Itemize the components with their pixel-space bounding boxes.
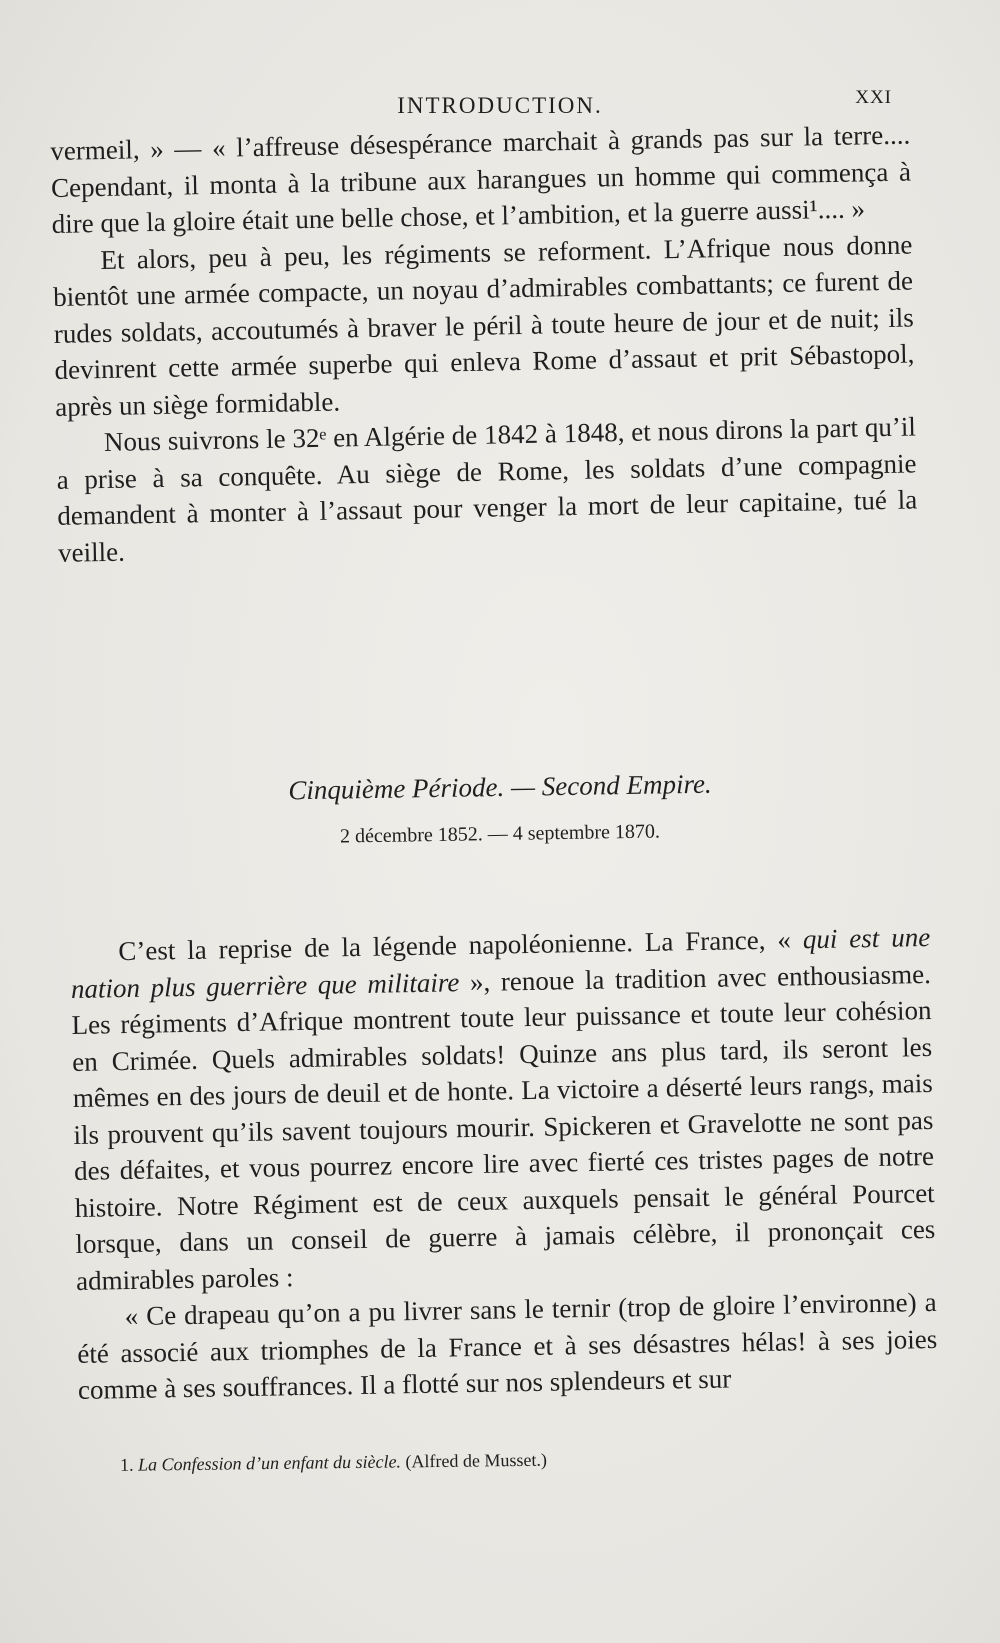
footnote (120, 1445, 920, 1476)
page-number: XXI (855, 87, 892, 108)
paragraph-text-end: », renoue la tradition avec enthousiasme. Les régiments d’Afrique montrent toute leur puissance et toute leur cohésion en Crimée. Quels admirables soldats! Quinze ans plus tard, ils seront les mêmes en des jours de deuil et de honte. La victoire a déserté leurs rangs, mais ils prouvent qu’ils savent toujours mourir. Spickeren et Gravelotte ne sont pas des défaites, et vous pourrez encore lire avec fierté ces tristes pages de notre histoire. Notre Régiment est de ceux auxquels pensait le général Pourcet lorsque, dans un conseil de guerre à jamais célèbre, il prononçait ces admirables paroles : (71, 958, 936, 1296)
paragraph-drapeau-quote: « Ce drapeau qu’on a pu livrer sans le ternir (trop de gloire l’environne) a été associé aux triomphes de la France et à ses désastres hélas! à ses joies comme à ses souffrances. Il a flotté sur nos splendeurs et sur (77, 1286, 938, 1405)
running-title: INTRODUCTION. (397, 93, 603, 118)
paragraph-continuation: vermeil, » — « l’affreuse désespérance marchait à grands pas sur la terre.... Cependant, il monta à la tribune aux harangues un homme qui commença à dire que la gloire était une belle chose, et l’ambition, et la guerre aussi¹.... » (50, 119, 912, 239)
italic-quote: qui est une nation plus guerrière que militaire (70, 921, 931, 1004)
paragraph-legende-napoleonienne (70, 919, 936, 1299)
section-dates: 2 décembre 1852. — 4 septembre 1870. (339, 820, 661, 848)
paragraph-algerie-rome: Nous suivrons le 32ᵉ en Algérie de 1842 à 1848, et nous dirons la part qu’il a prise à sa conquête. Au siège de Rome, les soldats d’une compagnie demandent à monter à l’assaut pour venger la mort de leur capitaine, tué la veille. (56, 411, 918, 568)
text-block-top (50, 116, 918, 570)
paragraph-text-start: C’est la reprise de la légende napoléonienne. La France, « (118, 924, 804, 967)
paragraph-armee-afrique: Et alors, peu à peu, les régiments se reforment. L’Afrique nous donne bientôt une armée compacte, un noyau d’admirables combattants; ce furent de rudes soldats, accoutumés à braver le péril à toute heure de jour et de nuit; ils devinrent cette armée superbe qui enleva Rome d’assaut et prit Sébastopol, après un siège formidable. (52, 228, 915, 422)
footnote-number: 1. (119, 1454, 134, 1475)
text-block-bottom (70, 919, 938, 1408)
footnote-author: (Alfred de Musset.) (405, 1449, 548, 1472)
section-heading: Cinquième Période. — Second Empire. (288, 768, 712, 806)
footnote-title: La Confession d’un enfant du siècle. (137, 1451, 402, 1475)
